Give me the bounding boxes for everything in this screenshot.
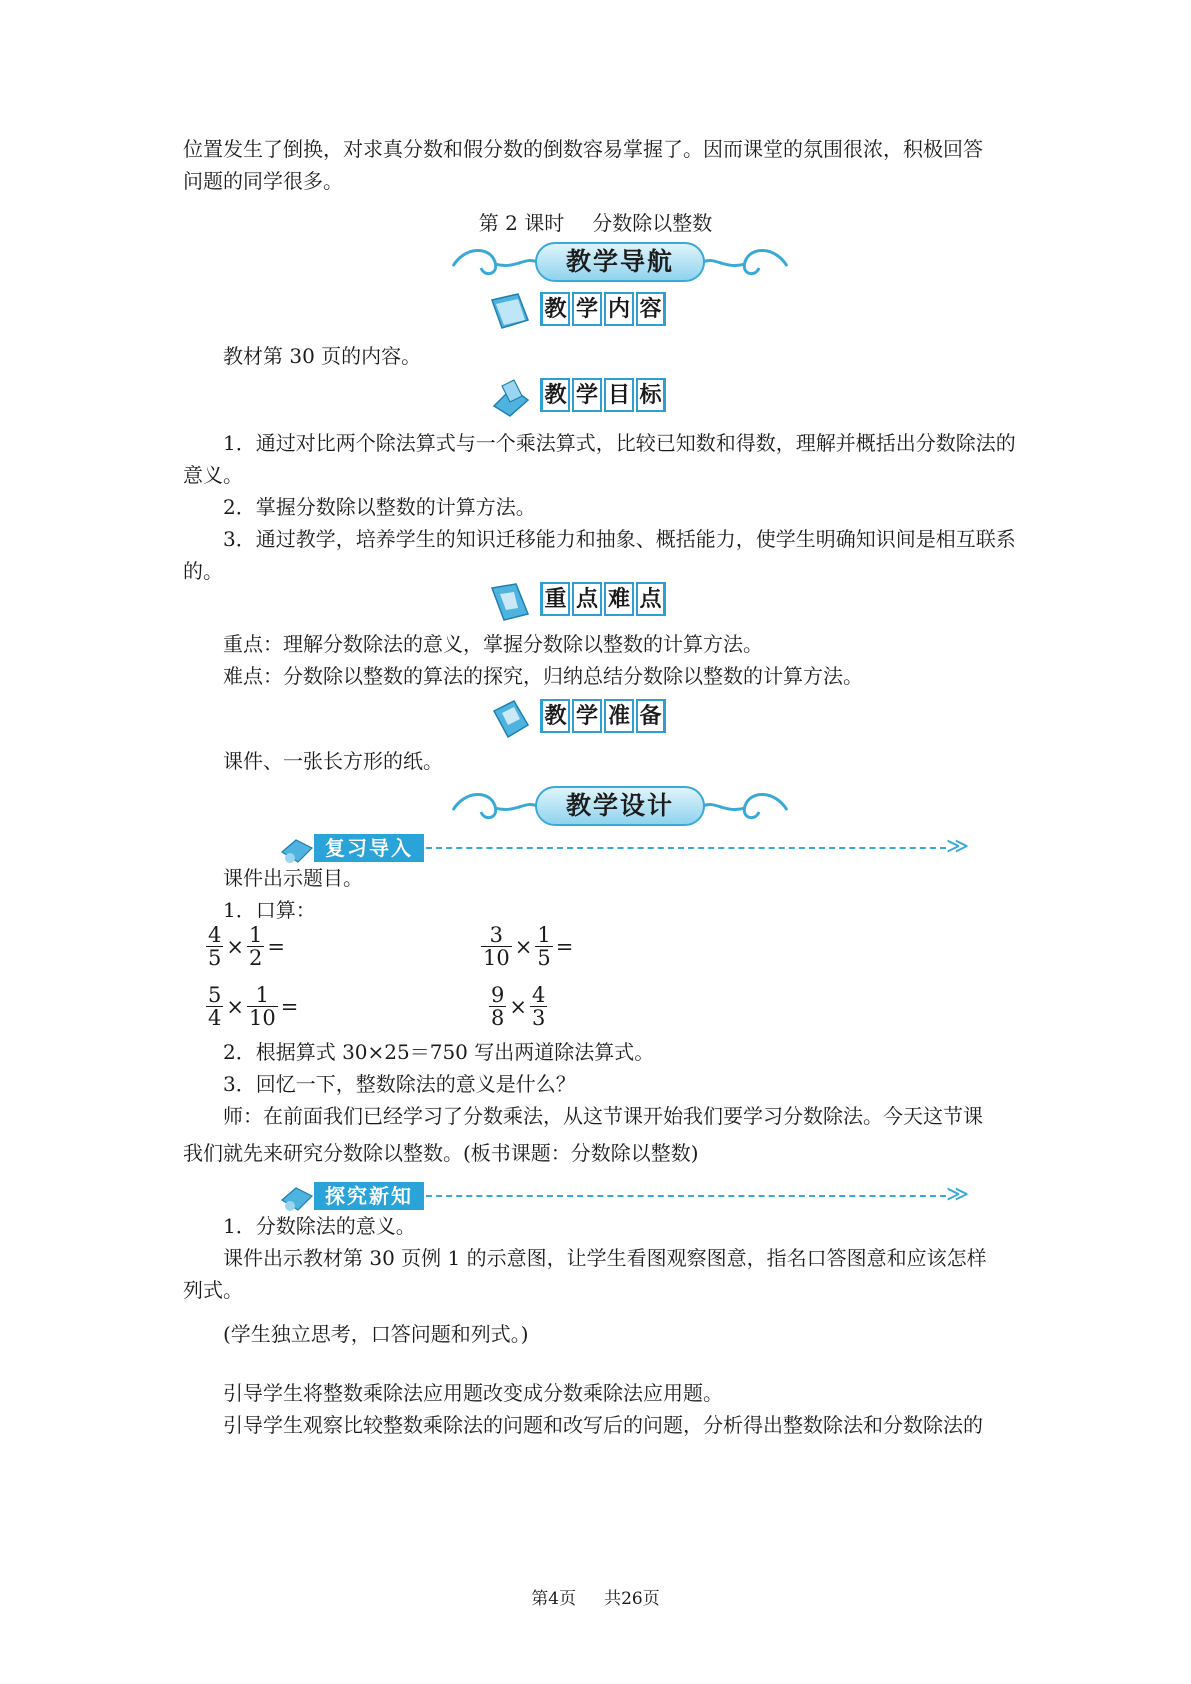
review-text-3	[183, 1137, 1023, 1169]
calc-expression-1	[205, 924, 287, 969]
operator: ×	[514, 934, 533, 959]
fraction: $\frac{9}{8}$	[491, 983, 505, 1030]
book-icon	[488, 290, 534, 334]
fraction: $\frac{4}{3}$	[531, 983, 546, 1030]
calc-expression-3	[205, 984, 300, 1029]
explore-line: (学生独立思考，口答问题和列式。)	[223, 1322, 529, 1346]
page-total: 共26页	[604, 1589, 660, 1609]
key-text	[183, 628, 1023, 692]
header-char: 点	[636, 582, 666, 616]
explore-line: 课件出示教材第 30 页例 1 的示意图，让学生看图观察图意，指名口答图意和应该怎样	[223, 1246, 987, 1270]
lesson-name: 分数除以整数	[592, 211, 713, 235]
key-point: 重点：理解分数除法的意义，掌握分数除以整数的计算方法。	[223, 632, 763, 656]
header-char: 教	[540, 699, 570, 733]
explore-line: 引导学生观察比较整数乘除法的问题和改写后的问题，分析得出整数除法和分数除法的	[223, 1413, 983, 1437]
header-char: 准	[604, 699, 634, 733]
operator: ×	[226, 934, 244, 959]
header-teaching-content	[488, 290, 688, 330]
intro-text	[183, 133, 1023, 197]
header-char: 容	[636, 292, 666, 326]
banner-teaching-guide	[445, 236, 795, 290]
header-key-points	[488, 580, 688, 620]
books-icon	[488, 376, 534, 420]
banner-label: 教学导航	[535, 242, 705, 282]
header-char: 标	[636, 378, 666, 412]
lesson-title	[0, 208, 1191, 238]
fraction: $\frac{1}{5}$	[537, 923, 551, 970]
goal-item: 2．掌握分数除以整数的计算方法。	[223, 495, 536, 519]
banner-label: 教学设计	[535, 786, 705, 826]
goal-item: 3．通过教学，培养学生的知识迁移能力和抽象、概括能力，使学生明确知识间是相互联系的。	[183, 527, 1016, 583]
operator: ×	[226, 994, 244, 1019]
fraction: $\frac{1}{10}$	[248, 983, 276, 1030]
header-char: 备	[636, 699, 666, 733]
explore-text-3	[183, 1377, 1023, 1441]
header-char: 难	[604, 582, 634, 616]
folder-icon	[488, 580, 534, 624]
review-line: 我们就先来研究分数除以整数。(板书课题：分数除以整数)	[183, 1141, 699, 1165]
header-char: 学	[572, 292, 602, 326]
prep-line: 课件、一张长方形的纸。	[223, 749, 443, 773]
goal-item: 1．通过对比两个除法算式与一个乘法算式，比较已知数和得数，理解并概括出分数除法的意义。	[183, 431, 1016, 487]
dashed-divider	[426, 847, 946, 849]
review-line: 2．根据算式 30×25＝750 写出两道除法算式。	[223, 1040, 655, 1064]
page-footer	[0, 1584, 1191, 1609]
double-chevron-icon: ≫	[946, 1182, 970, 1207]
header-char: 学	[572, 699, 602, 733]
fraction: $\frac{1}{2}$	[248, 923, 263, 970]
explore-line: 1．分数除法的意义。	[223, 1214, 416, 1238]
fraction: $\frac{3}{10}$	[483, 923, 510, 970]
intro-line-2: 问题的同学很多。	[183, 169, 343, 193]
review-text-2	[183, 1036, 1023, 1132]
explore-text	[183, 1210, 1023, 1306]
equals-sign: =	[280, 994, 299, 1019]
fraction: $\frac{4}{5}$	[208, 923, 222, 970]
intro-line-1: 位置发生了倒换，对求真分数和假分数的倒数容易掌握了。因而课堂的氛围很浓，积极回答	[183, 137, 983, 161]
difficulty-point: 难点：分数除以整数的算法的探究，归纳总结分数除以整数的计算方法。	[223, 664, 863, 688]
header-char: 教	[540, 292, 570, 326]
tab-label: 探究新知	[314, 1182, 424, 1210]
page-number: 第4页	[531, 1589, 577, 1609]
equals-sign: =	[267, 934, 285, 959]
fraction: $\frac{5}{4}$	[208, 983, 222, 1030]
header-teaching-prep	[488, 697, 688, 737]
review-text	[183, 862, 1023, 926]
goals-text	[183, 427, 1023, 587]
header-char: 目	[604, 378, 634, 412]
dashed-divider	[426, 1195, 946, 1197]
explore-text-2	[183, 1318, 1023, 1350]
double-chevron-icon: ≫	[946, 834, 970, 859]
calc-expression-2	[480, 924, 575, 969]
lesson-number: 第 2 课时	[478, 211, 565, 235]
equals-sign: =	[555, 934, 574, 959]
review-line: 3．回忆一下，整数除法的意义是什么？	[223, 1072, 576, 1096]
calc-expression-4	[488, 984, 552, 1029]
explore-line: 引导学生将整数乘除法应用题改变成分数乘除法应用题。	[223, 1381, 723, 1405]
tab-label: 复习导入	[314, 834, 424, 862]
prep-text	[183, 745, 1023, 777]
operator: ×	[509, 994, 527, 1019]
header-char: 点	[572, 582, 602, 616]
header-teaching-goals	[488, 376, 688, 416]
explore-line: 列式。	[183, 1278, 243, 1302]
header-char: 重	[540, 582, 570, 616]
header-char: 内	[604, 292, 634, 326]
banner-teaching-design	[445, 780, 795, 834]
review-line: 1．口算：	[223, 898, 316, 922]
review-line: 师：在前面我们已经学习了分数乘法，从这节课开始我们要学习分数除法。今天这节课	[223, 1104, 983, 1128]
review-line: 课件出示题目。	[223, 866, 363, 890]
notebook-icon	[488, 697, 534, 741]
header-char: 教	[540, 378, 570, 412]
content-line: 教材第 30 页的内容。	[223, 344, 422, 368]
content-text	[183, 340, 1023, 372]
header-char: 学	[572, 378, 602, 412]
